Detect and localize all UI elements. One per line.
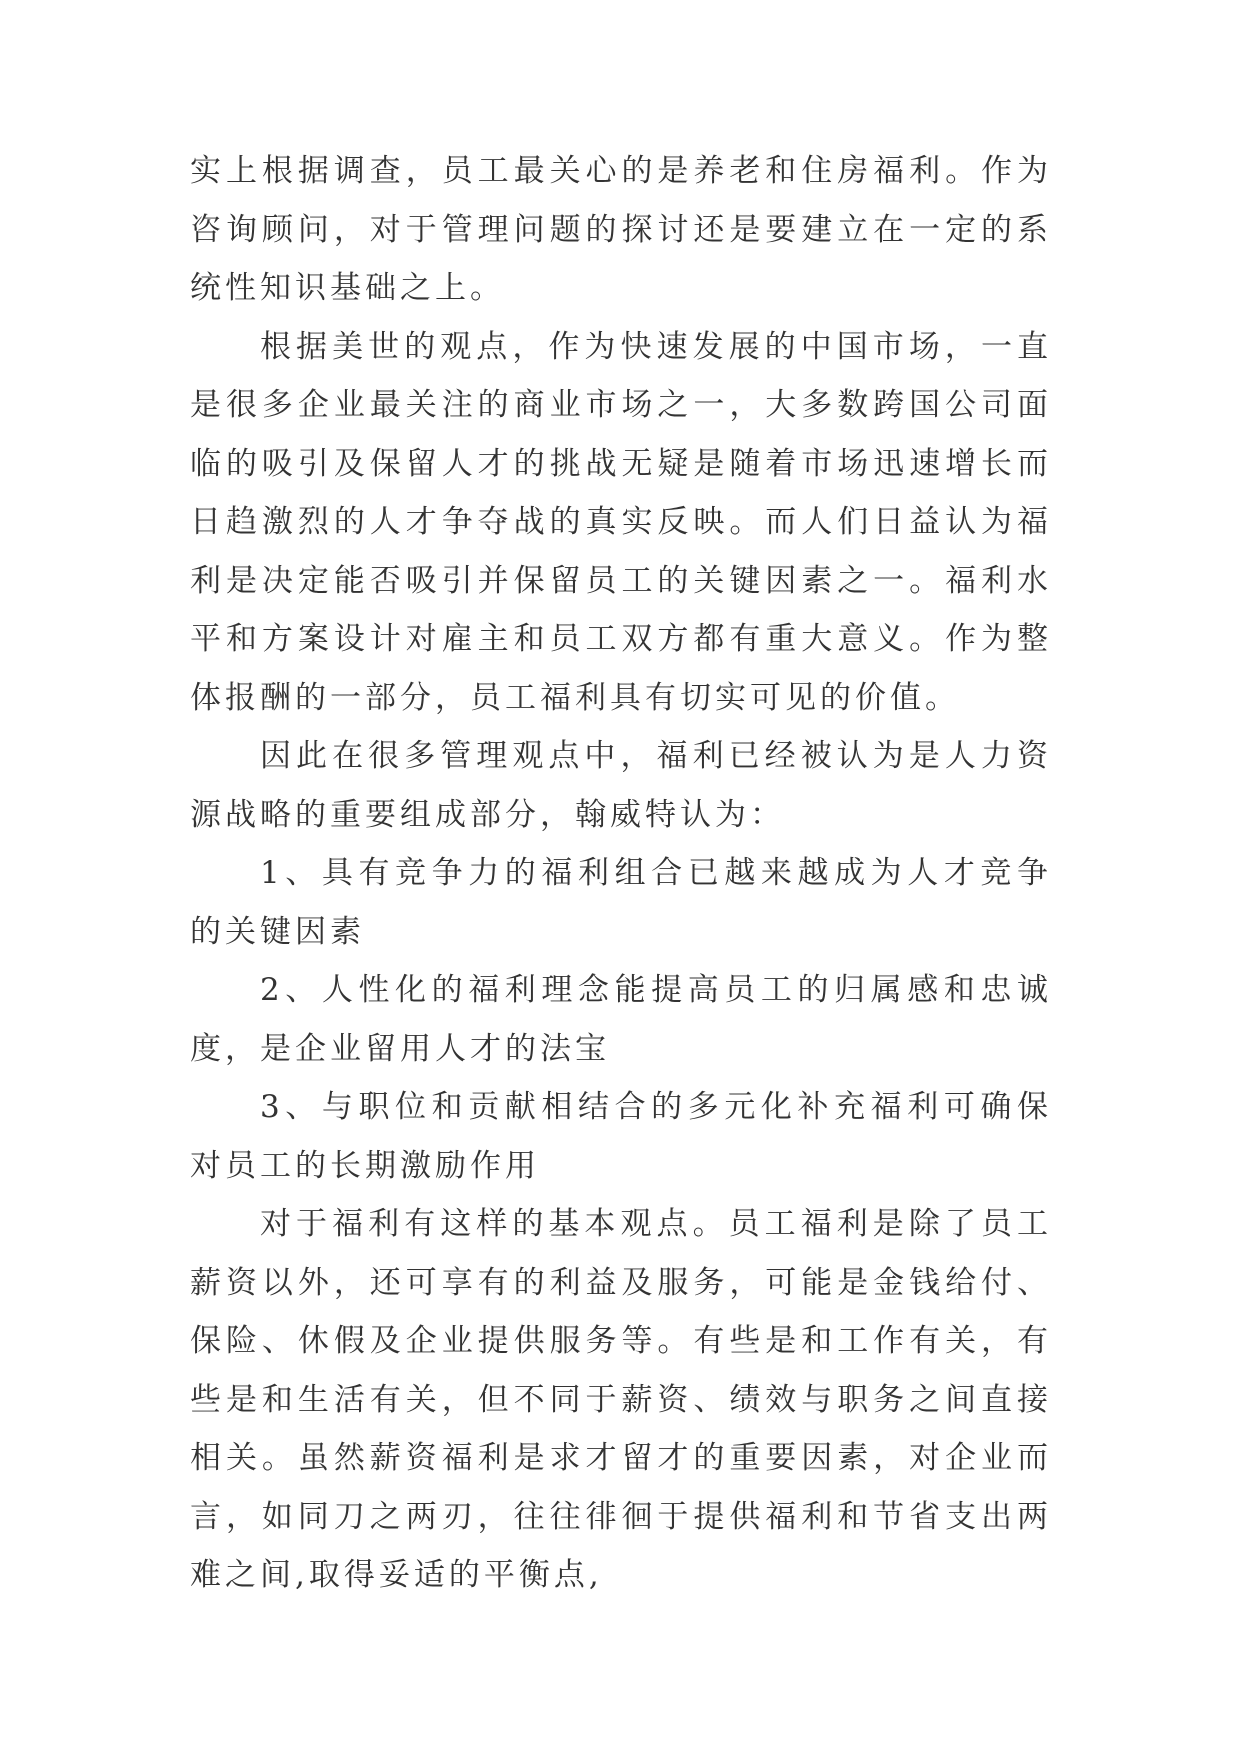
list-item-3: 3、与职位和贡献相结合的多元化补充福利可确保对员工的长期激励作用 — [190, 1089, 1052, 1184]
paragraph-basic-view: 对于福利有这样的基本观点。员工福利是除了员工薪资以外，还可享有的利益及服务，可能是金钱给付、保险、休假及企业提供服务等。有些是和工作有关，有些是和生活有关，但不同于薪资、绩效与职务之间直接相关。虽然薪资福利是求才留才的重要因素，对企业而言，如同刀之两刃，往往徘徊于提供福利和节省支出两难之间,取得妥适的平衡点, — [190, 1206, 1052, 1593]
paragraph-mercer-view: 根据美世的观点，作为快速发展的中国市场，一直是很多企业最关注的商业市场之一，大多数跨国公司面临的吸引及保留人才的挑战无疑是随着市场迅速增长而日趋激烈的人才争夺战的真实反映。而人们日益认为福利是决定能否吸引并保留员工的关键因素之一。福利水平和方案设计对雇主和员工双方都有重大意义。作为整体报酬的一部分，员工福利具有切实可见的价值。 — [190, 328, 1052, 716]
document-page — [190, 142, 1052, 1605]
paragraph-continuation: 实上根据调查，员工最关心的是养老和住房福利。作为咨询顾问，对于管理问题的探讨还是要建立在一定的系统性知识基础之上。 — [190, 153, 1052, 306]
list-item-1: 1、具有竞争力的福利组合已越来越成为人才竞争的关键因素 — [190, 855, 1052, 950]
list-item-2: 2、人性化的福利理念能提高员工的归属感和忠诚度，是企业留用人才的法宝 — [190, 972, 1052, 1067]
paragraph-hewitt-intro: 因此在很多管理观点中，福利已经被认为是人力资源战略的重要组成部分，翰威特认为： — [190, 738, 1052, 833]
